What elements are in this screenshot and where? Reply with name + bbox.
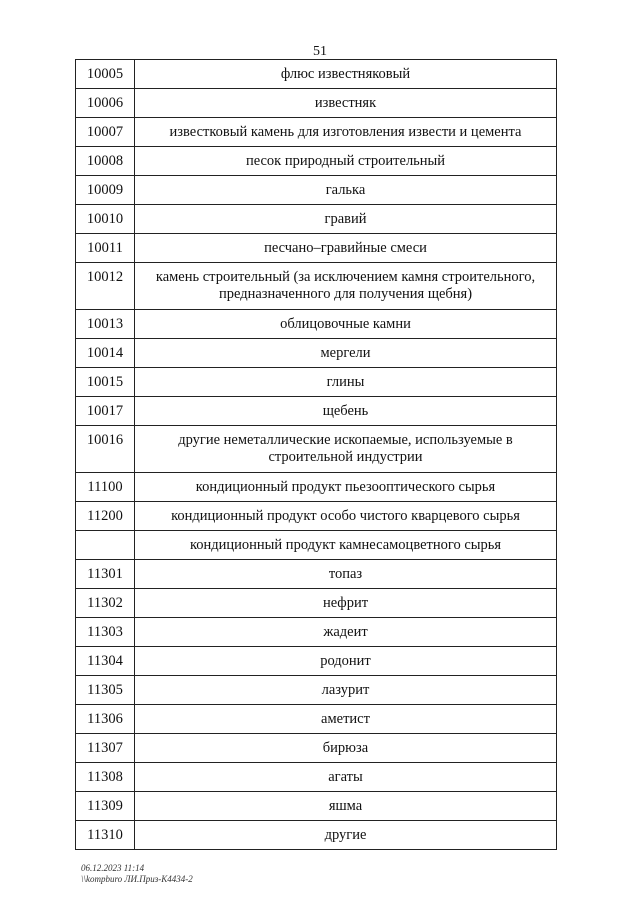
table-row (76, 205, 557, 234)
table-row (76, 560, 557, 589)
row-name: известняк (135, 89, 557, 118)
row-name: глины (135, 368, 557, 397)
table-row (76, 234, 557, 263)
table-row (76, 339, 557, 368)
table-row (76, 589, 557, 618)
row-code: 10012 (76, 263, 135, 310)
row-name: жадеит (135, 618, 557, 647)
row-code: 11304 (76, 647, 135, 676)
table-row (76, 263, 557, 310)
row-code: 11308 (76, 763, 135, 792)
row-code: 10010 (76, 205, 135, 234)
footer-timestamp: 06.12.2023 11:14 (81, 863, 145, 873)
row-code: 11100 (76, 473, 135, 502)
row-name: яшма (135, 792, 557, 821)
table-row (76, 647, 557, 676)
row-name: камень строительный (за исключением камня строительного, предназначенного для получения щебня) (135, 263, 557, 310)
row-name: бирюза (135, 734, 557, 763)
row-name: щебень (135, 397, 557, 426)
row-code: 10007 (76, 118, 135, 147)
row-code: 10009 (76, 176, 135, 205)
table-row (76, 676, 557, 705)
row-name: облицовочные камни (135, 310, 557, 339)
row-name: песок природный строительный (135, 147, 557, 176)
table-row (76, 176, 557, 205)
row-name: кондиционный продукт пьезооптического сырья (135, 473, 557, 502)
table-row (76, 734, 557, 763)
document-footer (81, 863, 193, 885)
row-name: лазурит (135, 676, 557, 705)
table-row (76, 310, 557, 339)
table-row (76, 368, 557, 397)
table-row (76, 60, 557, 89)
row-name: мергели (135, 339, 557, 368)
row-code: 11306 (76, 705, 135, 734)
table-row (76, 763, 557, 792)
table-row (76, 147, 557, 176)
row-code: 10008 (76, 147, 135, 176)
row-code: 10006 (76, 89, 135, 118)
row-code: 11200 (76, 502, 135, 531)
row-name: другие (135, 821, 557, 850)
table-row (76, 426, 557, 473)
row-name: галька (135, 176, 557, 205)
row-name: аметист (135, 705, 557, 734)
page-number: 51 (313, 44, 327, 59)
table-row (76, 397, 557, 426)
mineral-codes-table (75, 59, 557, 850)
table-row (76, 502, 557, 531)
row-code: 11310 (76, 821, 135, 850)
row-name: родонит (135, 647, 557, 676)
row-name: кондиционный продукт особо чистого кварцевого сырья (135, 502, 557, 531)
row-code: 11309 (76, 792, 135, 821)
row-name: флюс известняковый (135, 60, 557, 89)
table-row (76, 118, 557, 147)
row-code (76, 531, 135, 560)
row-name: кондиционный продукт камнесамоцветного сырья (135, 531, 557, 560)
row-name: топаз (135, 560, 557, 589)
row-name: другие неметаллические ископаемые, используемые в строительной индустрии (135, 426, 557, 473)
row-name: агаты (135, 763, 557, 792)
row-code: 10005 (76, 60, 135, 89)
row-code: 10016 (76, 426, 135, 473)
row-name: известковый камень для изготовления извести и цемента (135, 118, 557, 147)
row-code: 11301 (76, 560, 135, 589)
row-code: 10017 (76, 397, 135, 426)
table-row (76, 89, 557, 118)
row-name: гравий (135, 205, 557, 234)
row-code: 10015 (76, 368, 135, 397)
row-code: 11303 (76, 618, 135, 647)
table-row (76, 705, 557, 734)
row-code: 10011 (76, 234, 135, 263)
table-row (76, 821, 557, 850)
row-code: 10014 (76, 339, 135, 368)
row-code: 11307 (76, 734, 135, 763)
table-row (76, 473, 557, 502)
table-row (76, 531, 557, 560)
row-name: песчано–гравийные смеси (135, 234, 557, 263)
row-code: 10013 (76, 310, 135, 339)
table-row (76, 618, 557, 647)
row-code: 11305 (76, 676, 135, 705)
row-code: 11302 (76, 589, 135, 618)
footer-file-path: \\kompburo ЛИ.Приз-К4434-2 (81, 874, 193, 884)
table-row (76, 792, 557, 821)
row-name: нефрит (135, 589, 557, 618)
